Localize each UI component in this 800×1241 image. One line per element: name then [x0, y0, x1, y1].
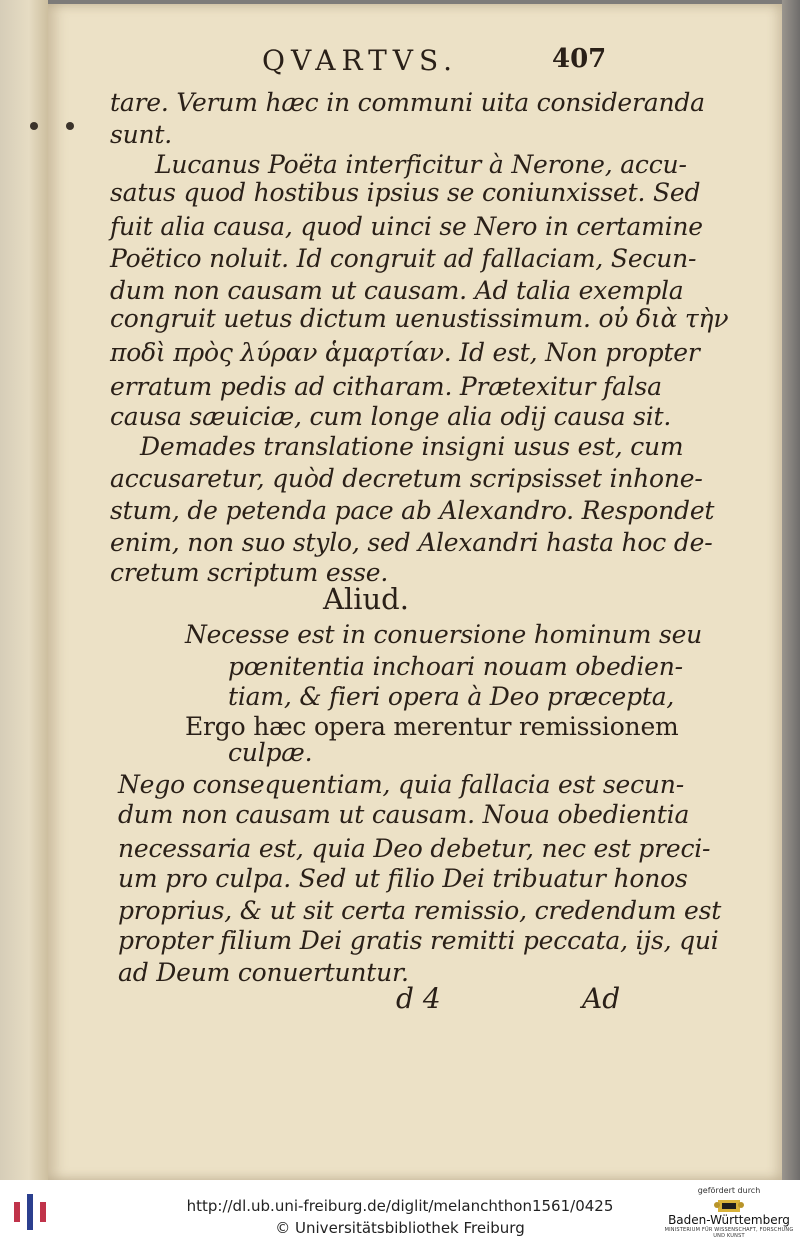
answer-line: Nego consequentiam, quia fallacia est secun-: [118, 770, 684, 799]
sponsor-subtitle: MINISTERIUM FÜR WISSENSCHAFT, FORSCHUNG UND KUNST: [664, 1227, 794, 1239]
syllogism-line: Necesse est in conuersione hominum seu: [185, 620, 703, 649]
syllogism-line: culpæ.: [228, 738, 313, 767]
answer-line: proprius, & ut sit certa remissio, credendum est: [118, 896, 722, 925]
text-line: enim, non suo stylo, sed Alexandri hasta hoc de-: [110, 528, 713, 557]
text-line: fuit alia causa, quod uinci se Nero in certamine: [110, 212, 703, 241]
text-line: accusaretur, quòd decretum scripsisset inhone-: [110, 464, 703, 493]
sponsor-name: Baden-Württemberg: [668, 1213, 790, 1227]
page-number: 407: [552, 44, 607, 74]
margin-mark: [30, 122, 38, 130]
section-heading: Aliud.: [323, 582, 409, 616]
syllogism-line: pœnitentia inchoari nouam obedien-: [228, 652, 683, 681]
text-line: causa sæuiciæ, cum longe alia odij causa sit.: [110, 402, 672, 431]
answer-line: ad Deum conuertuntur.: [118, 958, 409, 987]
text-line: tare. Verum hæc in communi uita consideranda: [110, 88, 705, 117]
right-page-edge: [782, 0, 800, 1180]
syllogism-line: tiam, & fieri opera à Deo præcepta,: [228, 682, 675, 711]
text-line: erratum pedis ad citharam. Prætexitur falsa: [110, 372, 662, 401]
text-line: stum, de petenda pace ab Alexandro. Respondet: [110, 496, 715, 525]
answer-line: necessaria est, quia Deo debetur, nec est preci-: [118, 834, 711, 863]
left-page-edge: [0, 0, 48, 1180]
catchword: Ad: [582, 982, 621, 1015]
text-line: dum non causam ut causam. Ad talia exempla: [110, 276, 684, 305]
sponsor-logo: [664, 1186, 794, 1238]
running-head: QVARTVS.: [262, 44, 459, 77]
text-line: Demades translatione insigni usus est, cum: [140, 432, 684, 461]
sponsor-small-text: gefördert durch: [697, 1186, 761, 1195]
answer-line: dum non causam ut causam. Noua obedientia: [118, 800, 690, 829]
signature-mark: d 4: [396, 982, 441, 1015]
text-line: cretum scriptum esse.: [110, 558, 389, 587]
text-line: sunt.: [110, 120, 173, 149]
text-line: ποδὶ πρὸς λύραν ἁμαρτίαν. Id est, Non propter: [110, 338, 700, 367]
answer-line: propter filium Dei gratis remitti peccata, ijs, qui: [118, 926, 719, 955]
permalink-link[interactable]: http://dl.ub.uni-freiburg.de/diglit/melanchthon1561/0425: [186, 1197, 614, 1215]
text-line: Poëtico noluit. Id congruit ad fallaciam, Secun-: [110, 244, 697, 273]
copyright-notice: © Universitätsbibliothek Freiburg: [275, 1219, 525, 1237]
answer-line: um pro culpa. Sed ut filio Dei tribuatur honos: [118, 864, 688, 893]
state-crest-icon: [714, 1196, 744, 1214]
text-line: congruit uetus dictum uenustissimum. οὐ διὰ τὴν: [110, 304, 729, 333]
syllogism-line: Ergo hæc opera merentur remissionem: [185, 712, 679, 741]
text-line: Lucanus Poëta interficitur à Nerone, accu-: [155, 150, 687, 179]
text-line: satus quod hostibus ipsius se coniunxisset. Sed: [110, 178, 701, 207]
margin-mark: [66, 122, 74, 130]
